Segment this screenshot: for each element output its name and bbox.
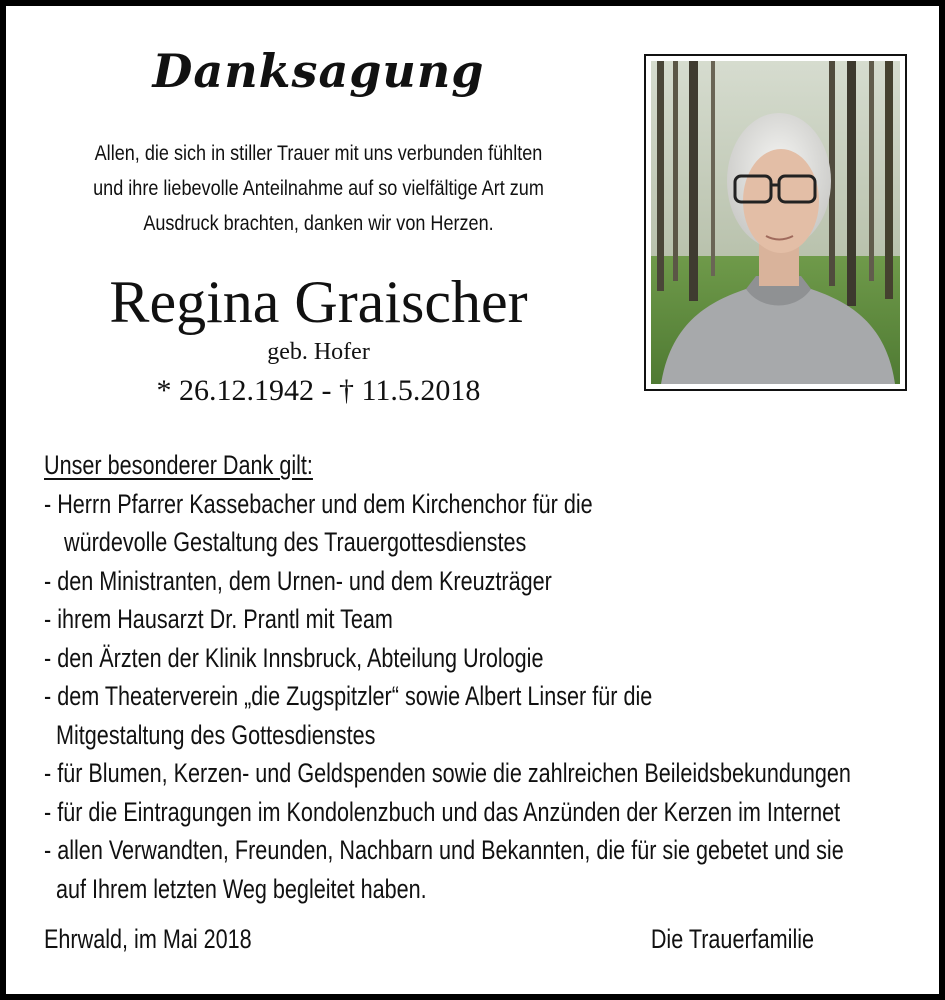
thanks-line: auf Ihrem letzten Weg begleitet haben. [56, 873, 427, 904]
thanks-line: würdevolle Gestaltung des Trauergottesdienstes [64, 527, 527, 557]
intro-text [84, 136, 553, 241]
intro-line: Allen, die sich in stiller Trauer mit uns verbunden fühlten [94, 142, 543, 165]
thanks-line: - den Ministranten, dem Urnen- und dem Kreuzträger [44, 565, 552, 596]
life-dates: * 26.12.1942 - † 11.5.2018 [156, 374, 481, 407]
thanks-line: - ihrem Hausarzt Dr. Prantl mit Team [44, 604, 393, 634]
thanks-line: - Herrn Pfarrer Kassebacher und dem Kirchenchor für die [44, 488, 593, 519]
signature: Die Trauerfamilie [650, 924, 814, 954]
portrait-image [651, 61, 900, 384]
place-date: Ehrwald, im Mai 2018 [44, 924, 252, 954]
deceased-name: Regina Graischer [109, 269, 528, 335]
intro-line: und ihre liebevolle Anteilnahme auf so vielfältige Art zum [93, 177, 544, 200]
thanks-line: - für die Eintragungen im Kondolenzbuch und das Anzünden der Kerzen im Internet [44, 796, 841, 827]
maiden-name: geb. Hofer [267, 339, 370, 365]
heading: Danksagung [152, 44, 485, 98]
thanks-line: - allen Verwandten, Freunden, Nachbarn und Bekannten, die für sie gebetet und sie [44, 835, 844, 865]
intro-line: Ausdruck brachten, danken wir von Herzen. [143, 212, 494, 235]
thanks-line: Mitgestaltung des Gottesdienstes [56, 719, 376, 750]
portrait-photo [644, 54, 907, 391]
thanks-line: - den Ärzten der Klinik Innsbruck, Abteilung Urologie [44, 642, 544, 673]
thanks-line: - dem Theaterverein „die Zugspitzler“ sowie Albert Linser für die [44, 681, 653, 711]
thanks-line: - für Blumen, Kerzen- und Geldspenden sowie die zahlreichen Beileidsbekundungen [44, 758, 851, 788]
thanks-section [44, 446, 876, 908]
thanks-heading: Unser besonderer Dank gilt: [44, 450, 313, 480]
